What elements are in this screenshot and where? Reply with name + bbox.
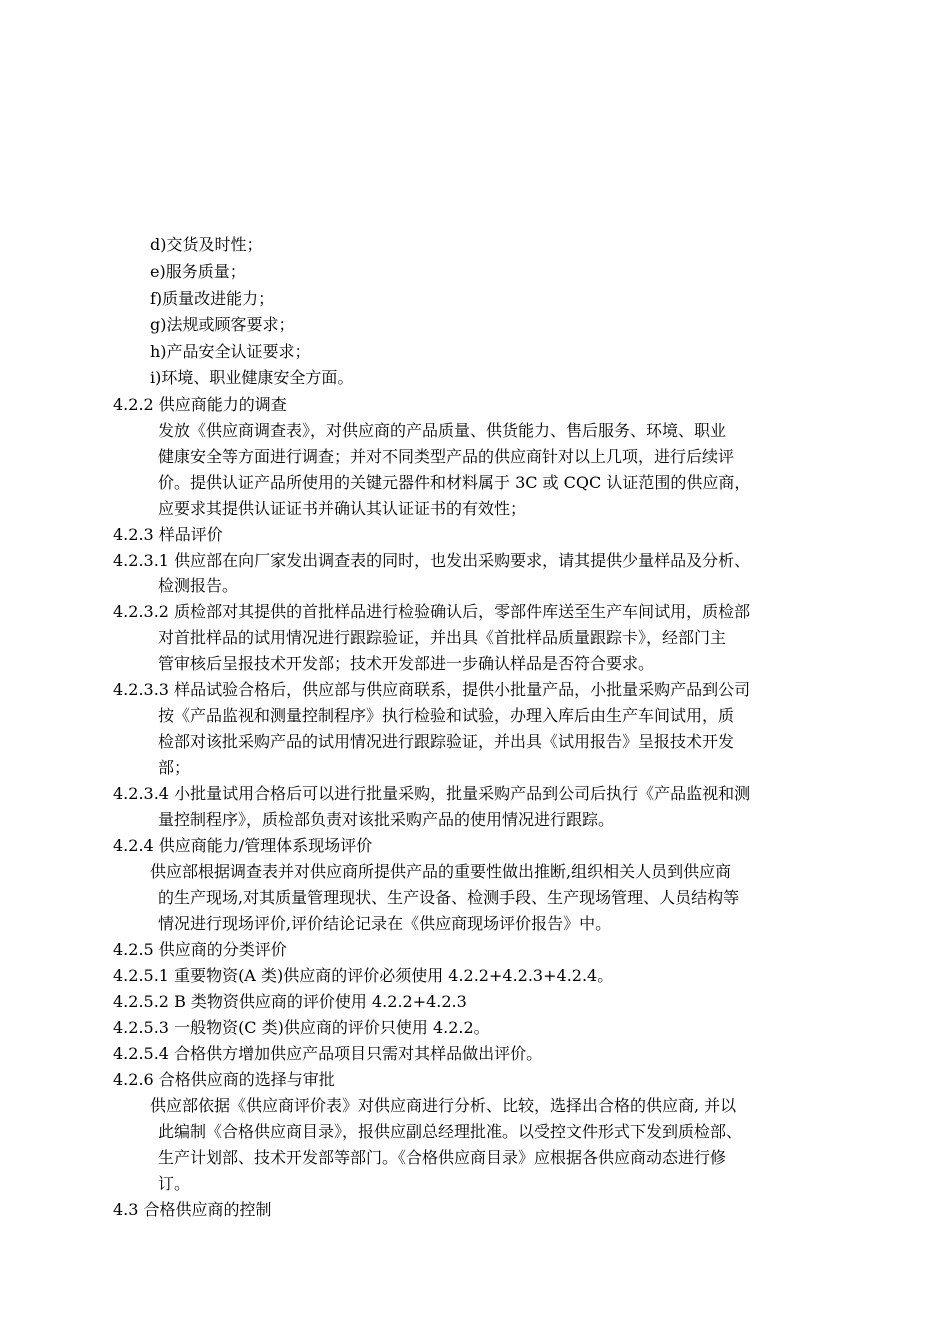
paragraph-line: 价。提供认证产品所使用的关键元器件和材料属于 3C 或 CQC 认证范围的供应商， <box>158 473 751 492</box>
paragraph-line: 4.2.3.2 质检部对其提供的首批样品进行检验确认后，零部件库送至生产车间试用，质检部 <box>113 602 751 621</box>
paragraph-line: 发放《供应商调查表》，对供应商的产品质量、供货能力、售后服务、环境、职业 <box>158 421 727 440</box>
paragraph-line: 应要求其提供认证证书并确认其认证证书的有效性； <box>158 499 527 518</box>
paragraph-line: 4.2.3.3 样品试验合格后，供应部与供应商联系，提供小批量产品，小批量采购产品到公司 <box>113 680 751 699</box>
paragraph-line: 4.2.3.1 供应部在向厂家发出调查表的同时，也发出采购要求，请其提供少量样品及分析、 <box>113 551 751 570</box>
section-heading: 4.2.4 供应商能力/管理体系现场评价 <box>113 836 373 855</box>
section-heading: 4.3 合格供应商的控制 <box>113 1200 272 1219</box>
paragraph-line: 的生产现场,对其质量管理现状、生产设备、检测手段、生产现场管理、人员结构等 <box>158 888 740 907</box>
paragraph-line: 按《产品监视和测量控制程序》执行检验和试验，办理入库后由生产车间试用，质 <box>158 706 735 725</box>
paragraph-line: 订。 <box>158 1174 191 1193</box>
section-heading: 4.2.2 供应商能力的调查 <box>113 395 287 414</box>
list-item: h)产品安全认证要求； <box>150 342 311 361</box>
list-item: f)质量改进能力； <box>150 289 275 308</box>
paragraph-line: 量控制程序》，质检部负责对该批采购产品的使用情况进行跟踪。 <box>158 810 615 829</box>
paragraph-line: 健康安全等方面进行调查；并对不同类型产品的供应商针对以上几项，进行后续评 <box>158 447 735 466</box>
list-item: e)服务质量； <box>150 262 246 281</box>
section-heading: 4.2.5 供应商的分类评价 <box>113 940 287 959</box>
paragraph-line: 供应部根据调查表并对供应商所提供产品的重要性做出推断,组织相关人员到供应商 <box>150 862 732 881</box>
list-item: i)环境、职业健康安全方面。 <box>150 368 354 387</box>
list-item: 4.2.5.4 合格供方增加供应产品项目只需对其样品做出评价。 <box>113 1044 543 1063</box>
list-item: d)交货及时性； <box>150 235 263 254</box>
paragraph-line: 部； <box>158 758 191 777</box>
paragraph-line: 生产计划部、技术开发部等部门。《合格供应商目录》应根据各供应商动态进行修 <box>158 1148 727 1167</box>
paragraph-line: 此编制《合格供应商目录》，报供应副总经理批准。以受控文件形式下发到质检部、 <box>158 1122 743 1141</box>
paragraph-line: 情况进行现场评价,评价结论记录在《供应商现场评价报告》中。 <box>158 914 612 933</box>
paragraph-line: 检测报告。 <box>158 576 239 595</box>
paragraph-line: 对首批样品的试用情况进行跟踪验证，并出具《首批样品质量跟踪卡》，经部门主 <box>158 628 727 647</box>
list-item: g)法规或顾客要求； <box>150 315 295 334</box>
paragraph-line: 供应部依据《供应商评价表》对供应商进行分析、比较，选择出合格的供应商, 并以 <box>150 1096 737 1115</box>
list-item: 4.2.5.3 一般物资(C 类)供应商的评价只使用 4.2.2。 <box>113 1018 490 1037</box>
list-item: 4.2.5.2 B 类物资供应商的评价使用 4.2.2+4.2.3 <box>113 992 467 1011</box>
paragraph-line: 管审核后呈报技术开发部；技术开发部进一步确认样品是否符合要求。 <box>158 654 655 673</box>
section-heading: 4.2.6 合格供应商的选择与审批 <box>113 1070 335 1089</box>
paragraph-line: 4.2.3.4 小批量试用合格后可以进行批量采购，批量采购产品到公司后执行《产品监视和测 <box>113 784 751 803</box>
section-heading: 4.2.3 样品评价 <box>113 525 223 544</box>
paragraph-line: 检部对该批采购产品的试用情况进行跟踪验证，并出具《试用报告》呈报技术开发 <box>158 732 735 751</box>
list-item: 4.2.5.1 重要物资(A 类)供应商的评价必须使用 4.2.2+4.2.3+4.2.4。 <box>113 966 614 985</box>
